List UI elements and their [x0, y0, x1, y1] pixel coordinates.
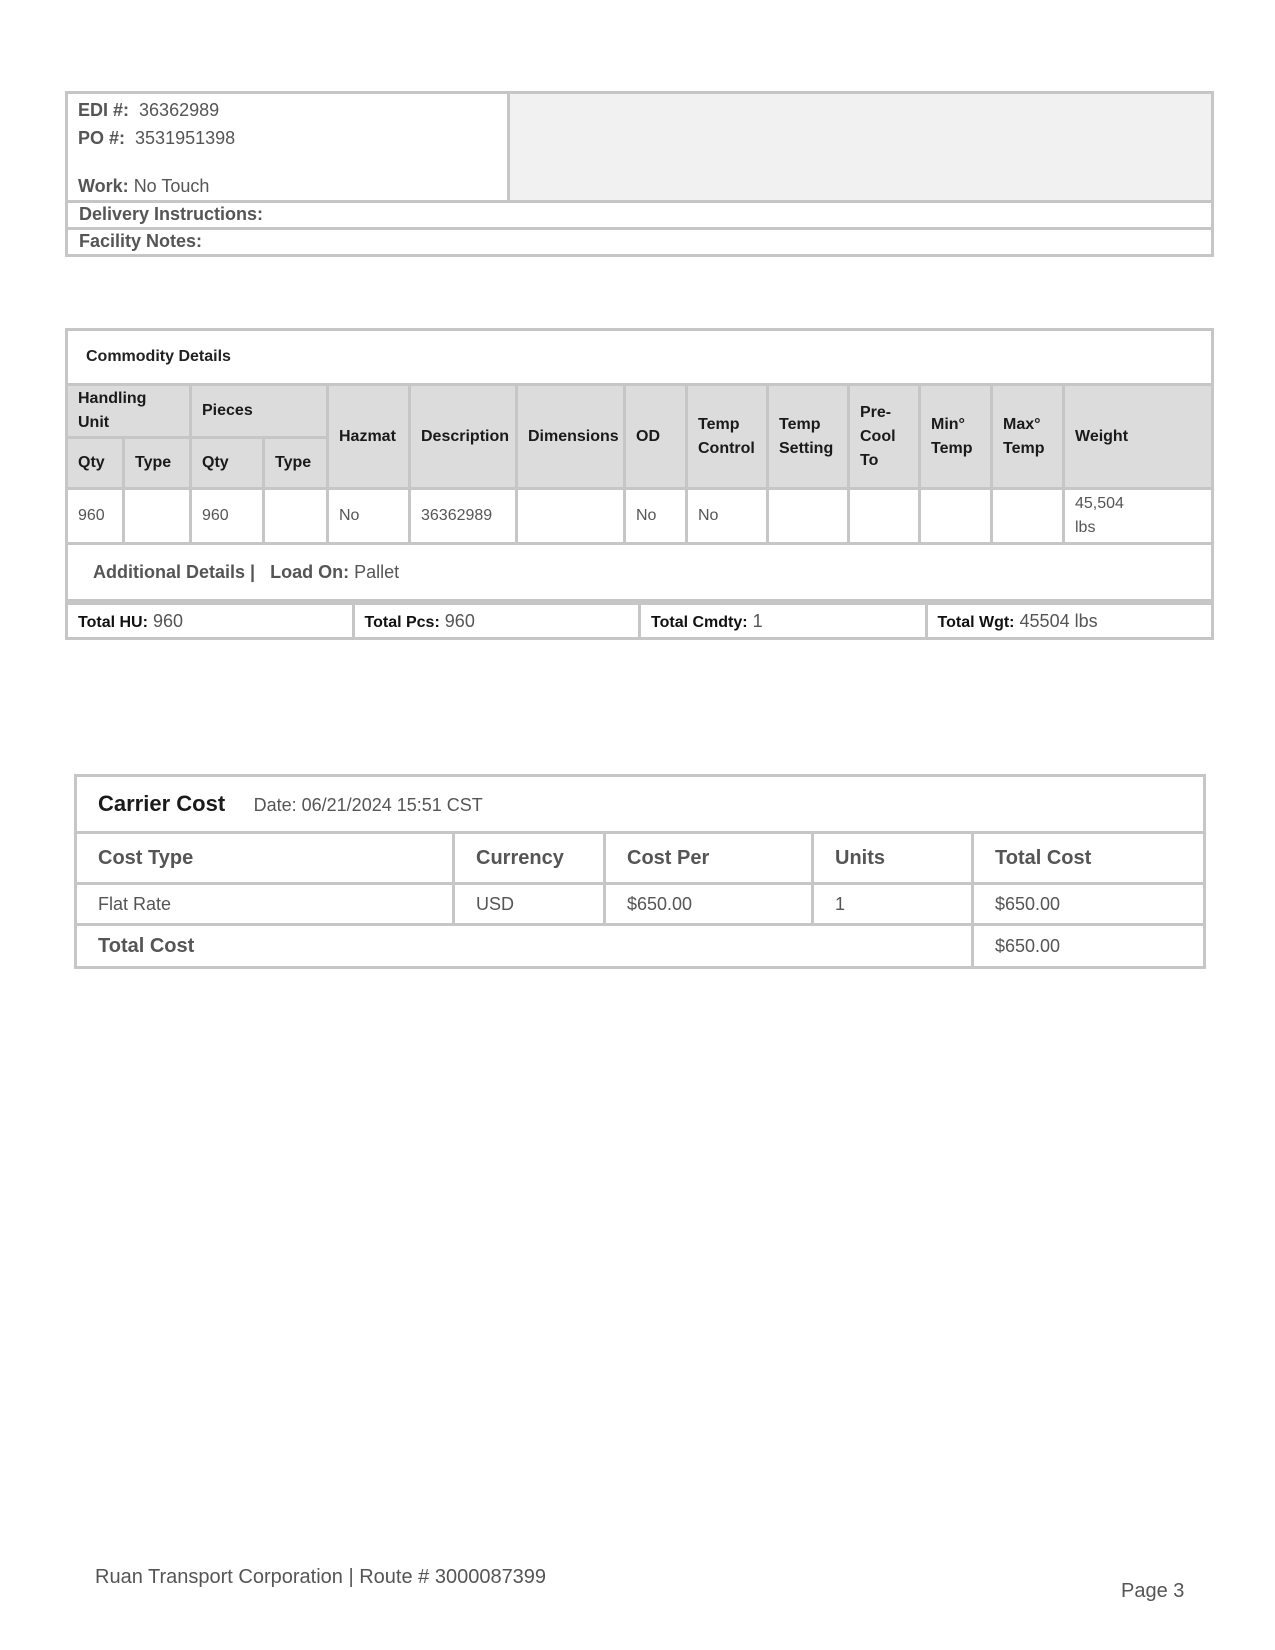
cell-temp-setting	[768, 489, 849, 544]
footer-company-route: Ruan Transport Corporation | Route # 3000087399	[95, 1566, 547, 1588]
col-hu-type: Type	[124, 438, 191, 489]
load-on-value: Pallet	[354, 561, 400, 582]
blank-grey-panel	[509, 93, 1213, 202]
delivery-instructions: Delivery Instructions:	[67, 202, 1213, 229]
work-value: No Touch	[133, 176, 210, 196]
cell-temp-control: No	[687, 489, 768, 544]
col-precool: Pre- Cool To	[849, 385, 920, 489]
additional-details	[67, 544, 1213, 601]
cell-units: 1	[813, 884, 973, 925]
col-weight: Weight	[1064, 385, 1213, 489]
col-dimensions: Dimensions	[517, 385, 625, 489]
total-cmdty: Total Cmdty: 1	[640, 604, 927, 639]
additional-details-label: Additional Details |	[93, 561, 256, 582]
col-pcs-qty: Qty	[191, 438, 264, 489]
po-label: PO #:	[78, 128, 126, 148]
edi-value: 36362989	[139, 100, 220, 120]
cell-hu-qty: 960	[67, 489, 124, 544]
commodity-title: Commodity Details	[67, 330, 1213, 385]
carrier-cost-title: Carrier Cost	[98, 791, 226, 816]
col-hazmat: Hazmat	[328, 385, 410, 489]
cell-precool	[849, 489, 920, 544]
cell-od: No	[625, 489, 687, 544]
carrier-cost-table	[74, 774, 1206, 969]
cell-min-temp	[920, 489, 992, 544]
cell-hazmat: No	[328, 489, 410, 544]
col-total-cost: Total Cost	[973, 833, 1205, 884]
carrier-cost-header	[76, 776, 1205, 833]
col-min-temp: Min° Temp	[920, 385, 992, 489]
col-hu-qty: Qty	[67, 438, 124, 489]
cell-pcs-type	[264, 489, 328, 544]
col-currency: Currency	[454, 833, 605, 884]
cell-max-temp	[992, 489, 1064, 544]
po-value: 3531951398	[135, 128, 236, 148]
cell-dimensions	[517, 489, 625, 544]
shipment-reference-box	[65, 91, 1214, 257]
cell-weight: 45,504 lbs	[1064, 489, 1213, 544]
load-on-label: Load On:	[270, 561, 350, 582]
facility-notes: Facility Notes:	[67, 229, 1213, 256]
table-row	[67, 489, 1213, 544]
total-cost-value: $650.00	[973, 925, 1205, 968]
total-pcs: Total Pcs: 960	[353, 604, 640, 639]
col-units: Units	[813, 833, 973, 884]
work-label: Work:	[78, 176, 129, 196]
cell-currency: USD	[454, 884, 605, 925]
footer-page-number: Page 3	[1121, 1580, 1185, 1602]
commodity-details-table	[65, 328, 1214, 640]
total-cost-label: Total Cost	[76, 925, 973, 968]
cell-cost-per: $650.00	[605, 884, 813, 925]
col-cost-per: Cost Per	[605, 833, 813, 884]
carrier-cost-date: Date: 06/21/2024 15:51 CST	[253, 795, 483, 815]
table-row	[76, 884, 1205, 925]
col-od: OD	[625, 385, 687, 489]
col-cost-type: Cost Type	[76, 833, 454, 884]
cell-pcs-qty: 960	[191, 489, 264, 544]
cell-hu-type	[124, 489, 191, 544]
col-temp-setting: Temp Setting	[768, 385, 849, 489]
edi-label: EDI #:	[78, 100, 130, 120]
col-max-temp: Max° Temp	[992, 385, 1064, 489]
cell-description: 36362989	[410, 489, 517, 544]
col-pieces: Pieces	[191, 385, 328, 438]
col-handling-unit: Handling Unit	[67, 385, 191, 438]
total-wgt: Total Wgt: 45504 lbs	[926, 604, 1213, 639]
cell-cost-type: Flat Rate	[76, 884, 454, 925]
cell-total-cost: $650.00	[973, 884, 1205, 925]
col-temp-control: Temp Control	[687, 385, 768, 489]
col-description: Description	[410, 385, 517, 489]
total-hu: Total HU: 960	[67, 604, 354, 639]
col-pcs-type: Type	[264, 438, 328, 489]
reference-cell	[67, 93, 509, 202]
